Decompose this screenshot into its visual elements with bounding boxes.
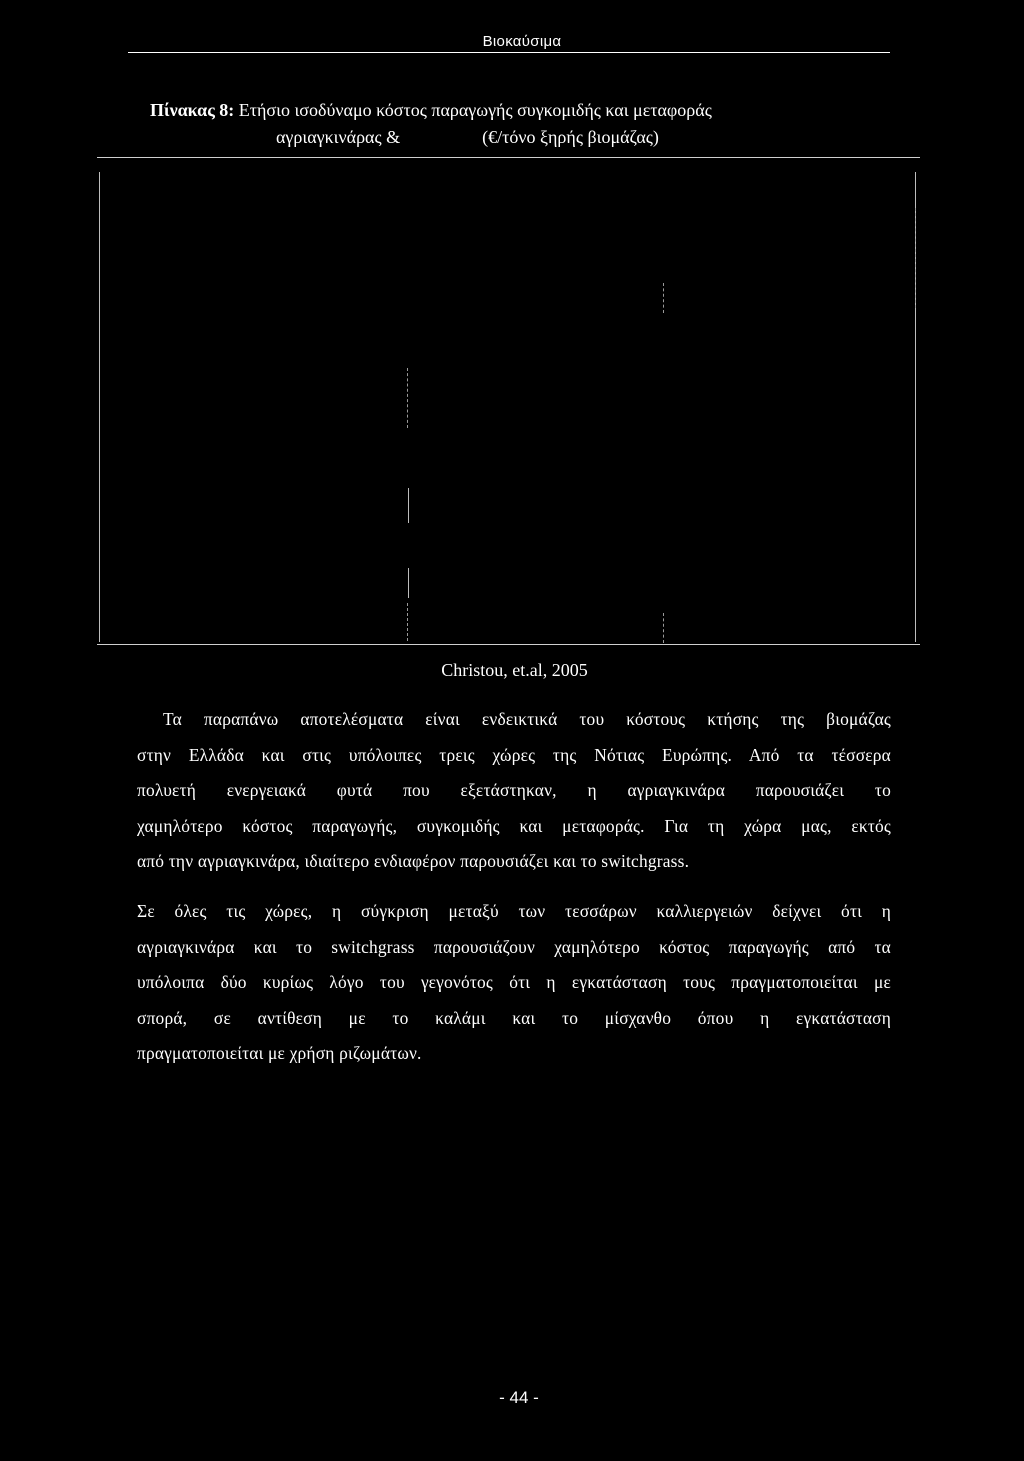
paragraph-line: πραγματοποιείται με χρήση ριζωμάτων. (137, 1043, 422, 1064)
paragraph-line: στην Ελλάδα και στις υπόλοιπες τρεις χώρες της Νότιας Ευρώπης. Από τα τέσσερα (137, 744, 891, 765)
caption-line-2 (150, 124, 890, 151)
paragraph-line: χαμηλότερο κόστος παραγωγής, συγκομιδής και μεταφοράς. Για τη χώρα μας, εκτός (137, 815, 891, 836)
table-border-left (99, 172, 100, 642)
paragraph-line: από την αγριαγκινάρα, ιδιαίτερο ενδιαφέρον παρουσιάζει και το switchgrass. (137, 851, 690, 872)
table-column-divider (408, 488, 409, 523)
paragraph-line: πολυετή ενεργειακά φυτά που εξετάστηκαν, η αγριαγκινάρα παρουσιάζει το (137, 780, 891, 801)
table-column-divider (407, 368, 408, 428)
header-rule (128, 52, 890, 53)
paragraph-line: υπόλοιπα δύο κυρίως λόγο του γεγονότος ότι η εγκατάσταση τους πραγματοποιείται με (137, 972, 891, 993)
table-source: Christou, et.al, 2005 (441, 660, 588, 680)
paragraph-2 (137, 894, 891, 1072)
paragraph-1 (137, 702, 891, 880)
running-header: Βιοκαύσιμα (482, 33, 562, 50)
table-column-divider (407, 603, 408, 641)
table-column-divider (408, 568, 409, 598)
table-frame (97, 157, 920, 645)
caption-text-1: Ετήσιο ισοδύναμο κόστος παραγωγής συγκομιδής και μεταφοράς (238, 100, 712, 120)
caption-text-2a: αγριαγκινάρας & (276, 127, 401, 147)
paragraph-line: σπορά, σε αντίθεση με το καλάμι και το μίσχανθο όπου η εγκατάσταση (137, 1007, 891, 1028)
table-column-divider (663, 283, 664, 313)
table-column-divider (915, 208, 916, 308)
caption-label: Πίνακας 8: (150, 100, 235, 120)
paragraph-line: Σε όλες τις χώρες, η σύγκριση μεταξύ των τεσσάρων καλλιεργειών δείχνει ότι η (137, 901, 891, 921)
table-column-divider (663, 613, 664, 643)
paragraph-line: αγριαγκινάρα και το switchgrass παρουσιάζουν χαμηλότερο κόστος παραγωγής από τα (137, 936, 891, 957)
page-number: - 44 - (499, 1388, 539, 1407)
caption-line-1 (150, 97, 890, 124)
table-caption (150, 97, 890, 151)
paragraph-line: Τα παραπάνω αποτελέσματα είναι ενδεικτικά του κόστους κτήσης της βιομάζας (163, 709, 891, 729)
caption-text-2b: (€/τόνο ξηρής βιομάζας) (482, 127, 659, 147)
